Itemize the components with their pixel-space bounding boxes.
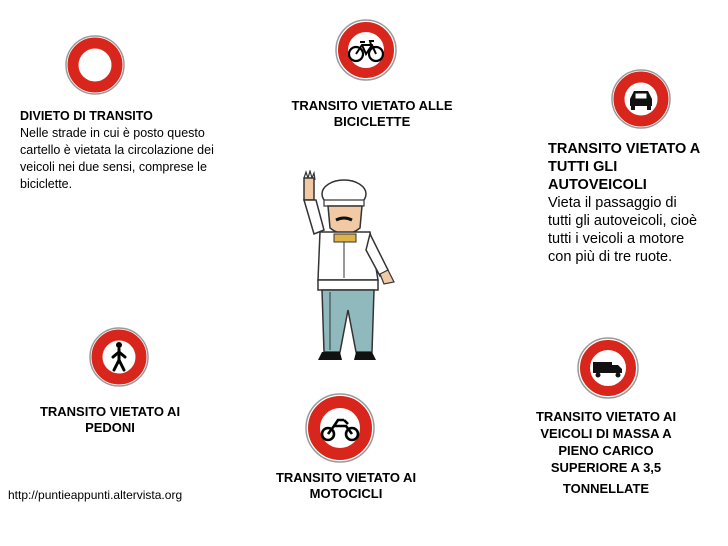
- truck-icon: [576, 336, 640, 400]
- traffic-police-illustration: [282, 170, 410, 371]
- traffic-police-officer-icon: [282, 170, 410, 366]
- caption-line: MOTOCICLI: [309, 486, 383, 501]
- description-line: tutti gli autoveicoli, cioè: [548, 213, 698, 229]
- no-motorcycles-caption: [258, 470, 434, 502]
- caption-line: TRANSITO VIETATO AI: [39, 404, 181, 419]
- no-entry-title: DIVIETO DI TRANSITO: [20, 109, 153, 123]
- no-motorcycles-sign: [304, 392, 376, 464]
- caption-line: VEICOLI DI MASSA A: [540, 426, 672, 441]
- source-url: http://puntieappunti.altervista.org: [8, 488, 183, 502]
- caption-line: SUPERIORE A 3,5: [550, 460, 662, 475]
- no-heavy-vehicles-sign: [576, 336, 640, 400]
- no-heavy-vehicles-caption: [516, 408, 696, 497]
- caption-line: TONNELLATE: [562, 481, 650, 496]
- motorcycle-icon: [304, 392, 376, 464]
- no-bicycles-caption: [272, 98, 472, 130]
- title-line: TRANSITO VIETATO A: [548, 141, 701, 157]
- caption-line: TRANSITO VIETATO AI: [535, 409, 677, 424]
- no-entry-description-block: [20, 108, 220, 193]
- no-bicycles-sign: [334, 18, 398, 82]
- caption-line: BICICLETTE: [333, 114, 411, 129]
- title-line: AUTOVEICOLI: [548, 177, 647, 193]
- caption-line: PIENO CARICO: [558, 443, 654, 458]
- no-pedestrians-caption: [20, 404, 200, 436]
- no-motor-vehicles-description-block: [548, 140, 728, 266]
- car-icon: [610, 68, 672, 130]
- title-line: TUTTI GLI: [548, 159, 618, 175]
- no-entry-description: Nelle strade in cui è posto questo cartello è vietata la circolazione dei veicoli nei due sensi, comprese le biciclette.: [20, 126, 214, 191]
- no-motor-vehicles-description: [548, 194, 728, 266]
- no-entry-sign: [64, 34, 126, 96]
- caption-line: TRANSITO VIETATO AI: [275, 470, 417, 485]
- no-motor-vehicles-sign: [610, 68, 672, 130]
- caption-line: TRANSITO VIETATO ALLE: [291, 98, 453, 113]
- description-line: Vieta il passaggio di: [548, 195, 677, 211]
- no-motor-vehicles-title: [548, 140, 728, 194]
- description-line: con più di tre ruote.: [548, 249, 673, 265]
- bicycle-icon: [334, 18, 398, 82]
- no-entry-both-ways-icon: [64, 34, 126, 96]
- pedestrian-icon: [88, 326, 150, 388]
- caption-line: PEDONI: [85, 420, 135, 435]
- description-line: tutti i veicoli a motore: [548, 231, 685, 247]
- no-pedestrians-sign: [88, 326, 150, 388]
